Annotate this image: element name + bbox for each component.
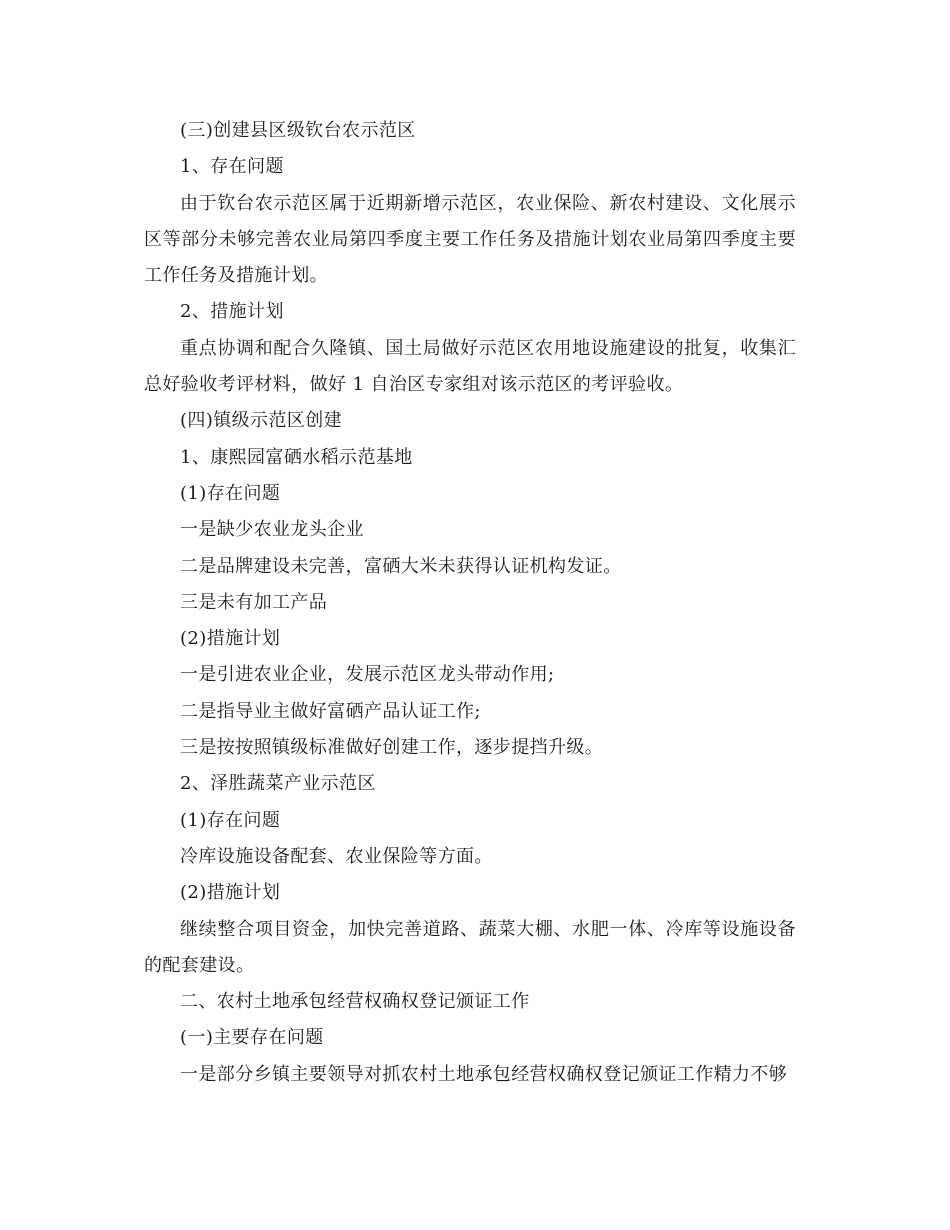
body-line: 三是未有加工产品 [180, 591, 328, 613]
subheading: (2)措施计划 [180, 882, 281, 904]
subheading: (一)主要存在问题 [180, 1027, 324, 1049]
subheading: (1)存在问题 [180, 809, 281, 831]
section-heading: (三)创建县区级钦台农示范区 [180, 120, 416, 141]
body-paragraph: 重点协调和配合久隆镇、国土局做好示范区农用地设施建设的批复，收集汇总好验收考评材料，做好 1 自治区专家组对该示范区的考评验收。 [144, 337, 796, 396]
body-line: 二是品牌建设未完善，富硒大米未获得认证机构发证。 [180, 555, 622, 577]
body-line: 冷库设施设备配套、农业保险等方面。 [180, 845, 493, 867]
body-line: 一是部分乡镇主要领导对抓农村土地承包经营权确权登记颁证工作精力不够 [180, 1063, 788, 1085]
subheading: (1)存在问题 [180, 482, 281, 504]
body-paragraph: 由于钦台农示范区属于近期新增示范区，农业保险、新农村建设、文化展示区等部分未够完善农业局第四季度主要工作任务及措施计划农业局第四季度主要工作任务及措施计划。 [144, 192, 796, 287]
subheading: 2、泽胜蔬菜产业示范区 [180, 773, 376, 795]
section-heading: (四)镇级示范区创建 [180, 410, 343, 432]
subheading: 2、措施计划 [180, 301, 284, 323]
subheading: (2)措施计划 [180, 628, 281, 650]
document-body [144, 113, 796, 1093]
section-heading: 二、农村土地承包经营权确权登记颁证工作 [180, 991, 530, 1013]
body-line: 一是引进农业企业，发展示范区龙头带动作用; [180, 664, 555, 686]
subheading: 1、存在问题 [180, 156, 284, 178]
body-line: 三是按按照镇级标准做好创建工作，逐步提挡升级。 [180, 737, 604, 759]
body-line: 一是缺少农业龙头企业 [180, 519, 364, 541]
body-line: 二是指导业主做好富硒产品认证工作; [180, 700, 481, 722]
subheading: 1、康熙园富硒水稻示范基地 [180, 446, 413, 468]
body-paragraph: 继续整合项目资金，加快完善道路、蔬菜大棚、水肥一体、冷库等设施设备的配套建设。 [144, 918, 796, 976]
